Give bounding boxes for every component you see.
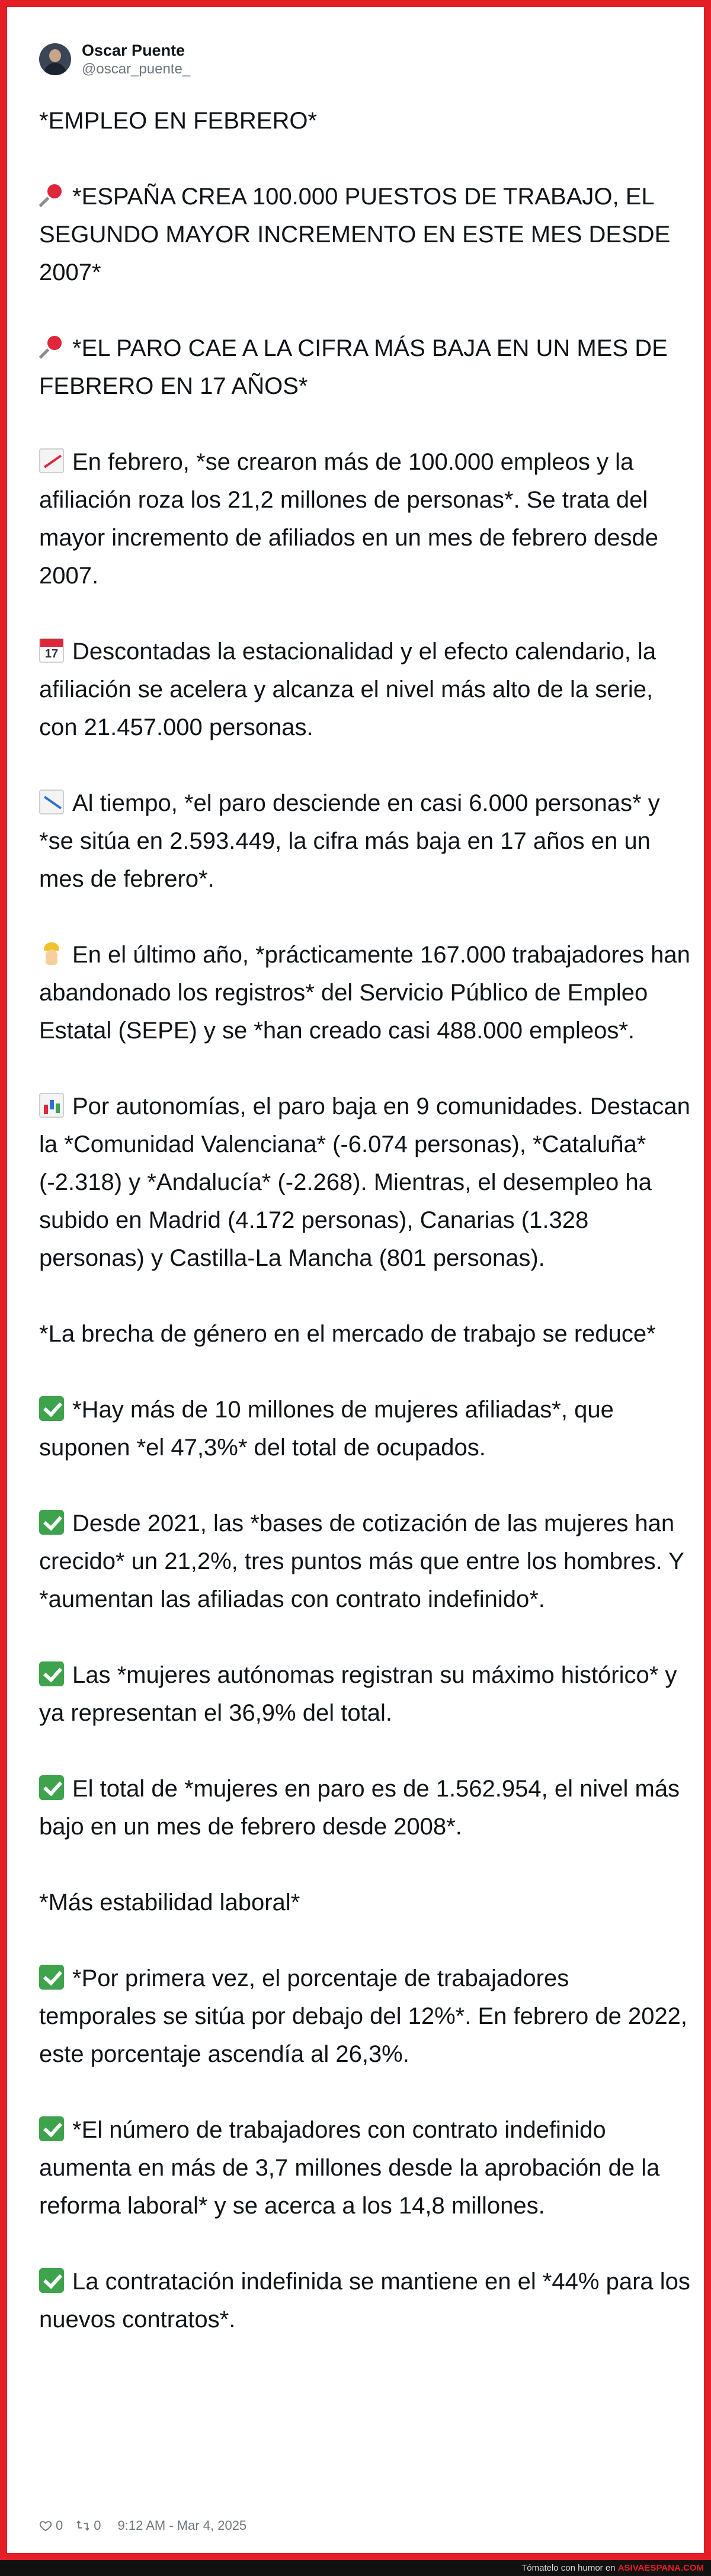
paragraph-text: En febrero, *se crearon más de 100.000 empleos y la afiliación roza los 21,2 millones de personas*. Se trata del mayor incremento de afiliados en un mes de febrero desde 2007. (39, 449, 659, 589)
paragraph-text: El total de *mujeres en paro es de 1.562.954, el nivel más bajo en un mes de febrero desde 2008*. (39, 1776, 680, 1840)
tweet-paragraph (39, 1884, 691, 1921)
tweet-paragraph (39, 633, 691, 746)
paragraph-text: *ESPAÑA CREA 100.000 PUESTOS DE TRABAJO, EL SEGUNDO MAYOR INCREMENTO EN ESTE MES DESDE 2007* (39, 184, 671, 285)
check-mark-icon (39, 1661, 64, 1686)
paragraph-text: La contratación indefinida se mantiene en el *44% para los nuevos contratos*. (39, 2269, 690, 2333)
check-mark-icon (39, 1510, 64, 1535)
tweet-paragraph (39, 443, 691, 595)
tweet-paragraph (39, 2111, 691, 2225)
tweet-paragraph (39, 178, 691, 291)
paragraph-text: Al tiempo, *el paro desciende en casi 6.000 personas* y *se sitúa en 2.593.449, la cifra más baja en 17 años en un mes de febrero*. (39, 790, 660, 892)
tweet-paragraph (39, 1087, 691, 1277)
like-button[interactable] (39, 2518, 63, 2533)
tweet-text (39, 102, 691, 2338)
site-credit[interactable] (521, 2562, 704, 2574)
tweet (39, 36, 691, 2376)
avatar[interactable] (39, 43, 71, 75)
retweet-icon (76, 2519, 90, 2532)
site-credit-bar (0, 2560, 711, 2576)
bar-chart-icon (39, 1093, 64, 1118)
paragraph-text: *Más estabilidad laboral* (39, 1890, 300, 1916)
chart-decreasing-icon (39, 790, 64, 814)
check-mark-icon (39, 2268, 64, 2293)
retweet-count: 0 (94, 2518, 101, 2533)
paragraph-text: Por autonomías, el paro baja en 9 comunidades. Destacan la *Comunidad Valenciana* (-6.074 personas), *Cataluña* (-2.318) y *Andalucía* (-2.268). Mientras, el desempleo ha subido en Madrid (4.172 personas), Canarias (1.328 personas) y Castilla-La Mancha (801 personas). (39, 1093, 690, 1271)
tweet-paragraph (39, 936, 691, 1050)
credit-prefix: Tómatelo con humor en (521, 2563, 616, 2573)
construction-worker-icon (39, 941, 64, 966)
paragraph-text: Las *mujeres autónomas registran su máximo histórico* y ya representan el 36,9% del total. (39, 1662, 677, 1726)
author-handle[interactable]: @oscar_puente_ (82, 61, 191, 77)
tweet-paragraph (39, 102, 691, 140)
retweet-button[interactable] (76, 2518, 101, 2533)
check-mark-icon (39, 1965, 64, 1990)
credit-site[interactable]: ASIVAESPANA.COM (617, 2563, 704, 2573)
author-identity[interactable] (82, 40, 190, 78)
tweet-paragraph (39, 1770, 691, 1846)
tweet-paragraph (39, 1656, 691, 1732)
pushpin-icon (39, 183, 64, 208)
check-mark-icon (39, 1775, 64, 1800)
check-mark-icon (39, 1396, 64, 1421)
calendar-icon (39, 638, 64, 663)
tweet-paragraph (39, 1959, 691, 2073)
paragraph-text: *EL PARO CAE A LA CIFRA MÁS BAJA EN UN MES DE FEBRERO EN 17 AÑOS* (39, 335, 668, 399)
chart-increasing-icon (39, 448, 64, 473)
tweet-paragraph (39, 1391, 691, 1467)
timestamp[interactable]: 9:12 AM - Mar 4, 2025 (117, 2518, 247, 2533)
paragraph-text: *EMPLEO EN FEBRERO* (39, 108, 318, 134)
heart-icon (39, 2519, 52, 2532)
tweet-paragraph (39, 1315, 691, 1353)
paragraph-text: *Hay más de 10 millones de mujeres afiliadas*, que suponen *el 47,3%* del total de ocupados. (39, 1397, 614, 1461)
tweet-paragraph (39, 784, 691, 898)
tweet-paragraph (39, 329, 691, 405)
tweet-footer (39, 2515, 246, 2536)
paragraph-text: *Por primera vez, el porcentaje de trabajadores temporales se sitúa por debajo del 12%*. En febrero de 2022, este porcentaje ascendía al 26,3%. (39, 1965, 688, 2067)
tweet-header (39, 36, 691, 83)
tweet-paragraph (39, 2263, 691, 2338)
tweet-paragraph (39, 1504, 691, 1618)
paragraph-text: *El número de trabajadores con contrato indefinido aumenta en más de 3,7 millones desde la aprobación de la reforma laboral* y se acerca a los 14,8 millones. (39, 2117, 660, 2219)
paragraph-text: En el último año, *prácticamente 167.000 trabajadores han abandonado los registros* del Servicio Público de Empleo Estatal (SEPE) y se *han creado casi 488.000 empleos*. (39, 942, 690, 1044)
author-name[interactable]: Oscar Puente (82, 41, 185, 59)
pushpin-icon (39, 335, 64, 360)
paragraph-text: Desde 2021, las *bases de cotización de las mujeres han crecido* un 21,2%, tres puntos más que entre los hombres. Y *aumentan las afiliadas con contrato indefinido*. (39, 1510, 684, 1612)
paragraph-text: *La brecha de género en el mercado de trabajo se reduce* (39, 1321, 656, 1347)
like-count: 0 (56, 2518, 63, 2533)
paragraph-text: Descontadas la estacionalidad y el efecto calendario, la afiliación se acelera y alcanza el nivel más alto de la serie, con 21.457.000 personas. (39, 639, 656, 740)
check-mark-icon (39, 2116, 64, 2141)
